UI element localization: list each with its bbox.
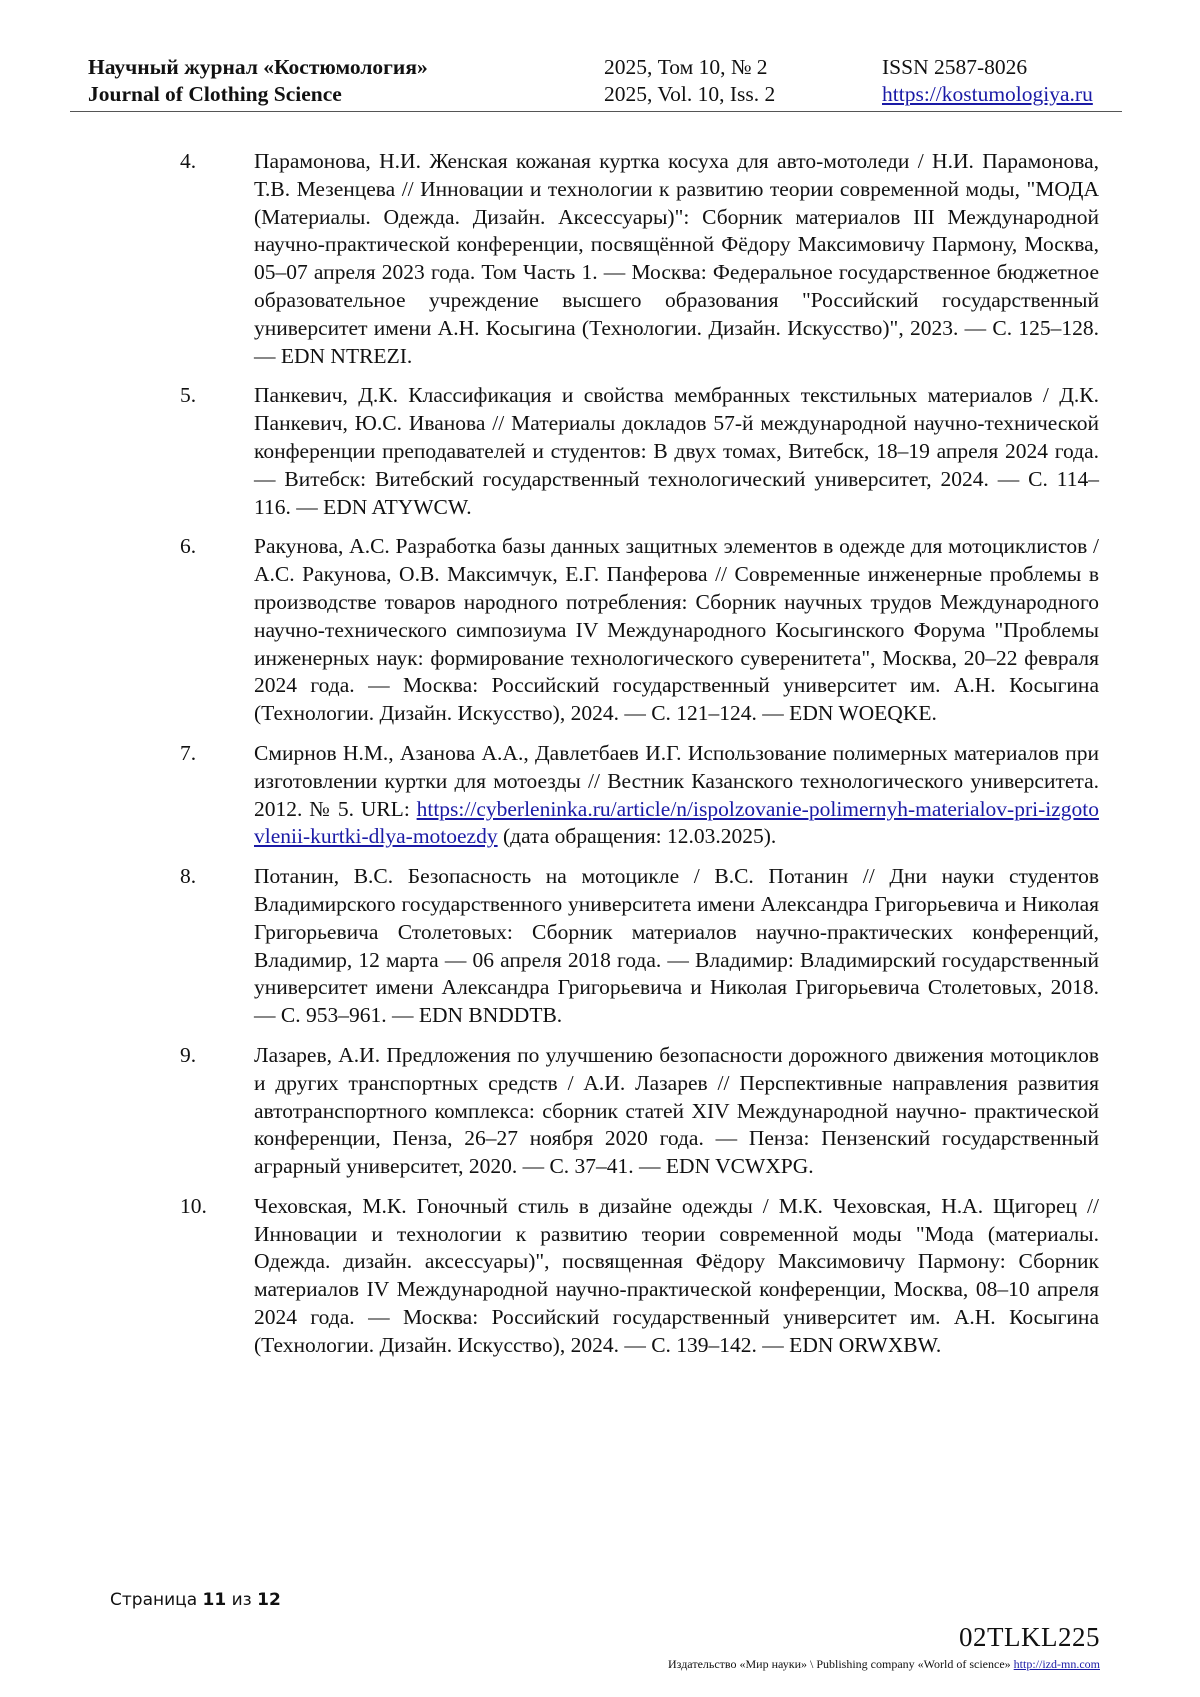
article-code: 02TLKL225	[959, 1622, 1100, 1652]
reference-item-10	[180, 1193, 1099, 1360]
reference-number: 10.	[180, 1193, 207, 1218]
cyberleninka-link[interactable]: https://cyberleninka.ru/article/n/ispolzovanie-polimernyh-materialov-pri-izgotovlenii-kurtki-dlya-motoezdy	[254, 796, 1099, 849]
reference-text: Лазарев, А.И. Предложения по улучшению безопасности дорожного движения мотоциклов и других транспортных средств / А.И. Лазарев // Перспективные направления развития автотранспортного комплекса: сборник статей XIV Международной научно- практической конференции, Пенза, 26–27 ноября 2020 года. — Пенза: Пензенский государственный аграрный университет, 2020. — С. 37–41. — EDN VCWXPG.	[254, 1042, 1099, 1179]
journal-title-ru: Научный журнал «Костюмология»	[88, 55, 428, 79]
reference-text: Парамонова, Н.И. Женская кожаная куртка косуха для авто-мотоледи / Н.И. Парамонова, Т.В. Мезенцева // Инновации и технологии к развитию теории современной моды, "МОДА (Материалы. Одежда. Дизайн. Аксессуары)": Сборник материалов III Международной научно-практической конференции, посвящённой Фёдору Максимовичу Пармону, Москва, 05–07 апреля 2023 года. Том Часть 1. — Москва: Федеральное государственное бюджетное образовательное учреждение высшего образования "Российский государственный университет имени А.Н. Косыгина (Технологии. Дизайн. Искусство)", 2023. — С. 125–128. — EDN NTREZI.	[254, 149, 1099, 368]
page-number	[110, 1590, 281, 1610]
reference-list	[180, 148, 1099, 1372]
volume-en: 2025, Vol. 10, Iss. 2	[604, 82, 776, 106]
reference-number: 8.	[180, 864, 197, 889]
reference-number: 4.	[180, 149, 197, 173]
reference-number: 9.	[180, 1042, 197, 1067]
issn: ISSN 2587-8026	[882, 55, 1028, 79]
volume-ru: 2025, Том 10, № 2	[604, 55, 768, 79]
reference-text-before-link: Смирнов Н.М., Азанова А.А., Давлетбаев И.Г. Использование полимерных материалов при изготовлении куртки для мотоезды // Вестник Казанского технологического университета. 2012. № 5. URL:	[254, 740, 1099, 821]
reference-item-7	[180, 740, 1099, 851]
reference-text	[254, 741, 1099, 848]
reference-text: Панкевич, Д.К. Классификация и свойства мембранных текстильных материалов / Д.К. Панкевич, Ю.С. Иванова // Материалы докладов 57-й международной научно-технической конференции преподавателей и студентов: В двух томах, Витебск, 18–19 апреля 2024 года. — Витебск: Витебский государственный технологический университет, 2024. — С. 114–116. — EDN ATYWCW.	[254, 383, 1099, 519]
header-divider	[70, 111, 1122, 112]
journal-url-link[interactable]: https://kostumologiya.ru	[882, 82, 1093, 106]
reference-item-9	[180, 1042, 1099, 1181]
reference-text: Чеховская, М.К. Гоночный стиль в дизайне одежды / М.К. Чеховская, Н.А. Щигорец // Инновации и технологии к развитию теории современной моды "Мода (материалы. Одежда. дизайн. аксессуары)", посвященная Фёдору Максимовичу Пармону: Сборник материалов IV Международной научно-практической конференции, Москва, 08–10 апреля 2024 года. — Москва: Российский государственный университет им. А.Н. Косыгина (Технологии. Дизайн. Искусство), 2024. — С. 139–142. — EDN ORWXBW.	[254, 1193, 1099, 1357]
reference-item-6	[180, 533, 1099, 728]
reference-number: 5.	[180, 383, 197, 408]
publisher-line	[668, 1657, 1100, 1672]
reference-number: 6.	[180, 534, 197, 559]
reference-item-5	[180, 382, 1099, 521]
publisher-link[interactable]: http://izd-mn.com	[1013, 1657, 1100, 1671]
reference-text: Ракунова, А.С. Разработка базы данных защитных элементов в одежде для мотоциклистов / А.С. Ракунова, О.В. Максимчук, Е.Г. Панферова // Современные инженерные проблемы в производстве товаров народного потребления: Сборник научных трудов Международного научно-технического симпозиума IV Международного Косыгинского Форума "Проблемы инженерных наук: формирование технологического суверенитета", Москва, 20–22 февраля 2024 года. — Москва: Российский государственный университет им. А.Н. Косыгина (Технологии. Дизайн. Искусство), 2024. — С. 121–124. — EDN WOEQKE.	[254, 534, 1099, 726]
reference-item-8	[180, 863, 1099, 1030]
journal-title-en: Journal of Clothing Science	[88, 82, 342, 106]
page-current: 11	[202, 1590, 227, 1610]
volume-block	[604, 54, 775, 108]
page-total: 12	[257, 1590, 281, 1610]
page-label: Страница	[110, 1590, 198, 1610]
issn-block	[882, 54, 1093, 108]
reference-text: Потанин, В.С. Безопасность на мотоцикле / В.С. Потанин // Дни науки студентов Владимирского государственного университета имени Александра Григорьевича и Николая Григорьевича Столетовых: Сборник материалов научно-практических конференций, Владимир, 12 марта — 06 апреля 2018 года. — Владимир: Владимирский государственный университет имени Александра Григорьевича и Николая Григорьевича Столетовых, 2018. — С. 953–961. — EDN BNDDTB.	[254, 864, 1099, 1028]
journal-title-block	[88, 54, 428, 108]
page-of: из	[231, 1590, 252, 1610]
reference-item-4	[180, 148, 1099, 370]
publisher-text: Издательство «Мир науки» \ Publishing company «World of science»	[668, 1657, 1011, 1671]
reference-number: 7.	[180, 740, 197, 765]
reference-text-after-link: (дата обращения: 12.03.2025).	[497, 824, 777, 849]
